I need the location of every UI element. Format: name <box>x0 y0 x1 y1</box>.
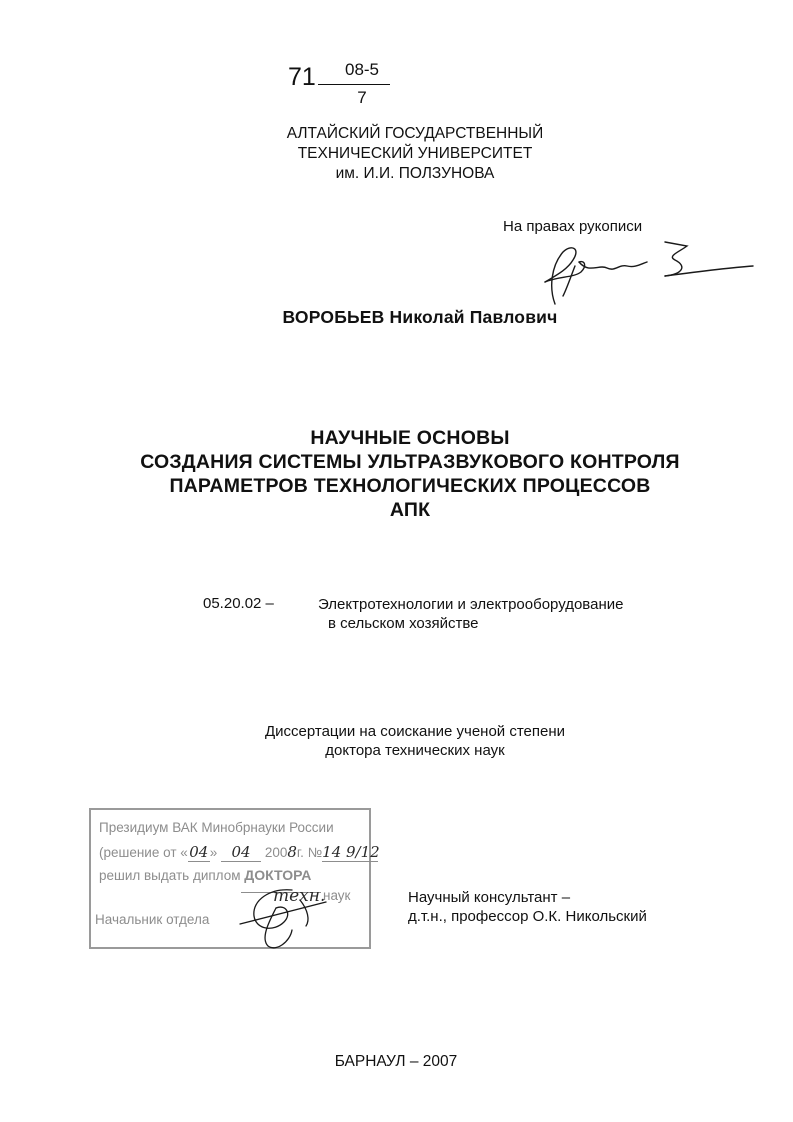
city-year: БАРНАУЛ – 2007 <box>334 1053 458 1070</box>
stamp-science-word: наук <box>323 888 351 903</box>
catalog-numerator: 08-5 <box>344 60 380 79</box>
degree-line-1: Диссертации на соискание ученой степени <box>264 723 566 740</box>
scientific-consultant <box>408 888 647 926</box>
stamp-number-prefix: г. № <box>296 845 323 860</box>
title-line-2: СОЗДАНИЯ СИСТЕМЫ УЛЬТРАЗВУКОВОГО КОНТРОЛЯ <box>140 451 680 473</box>
stamp-signature <box>230 880 330 960</box>
consultant-line-1: Научный консультант – <box>408 889 571 906</box>
stamp-decision-prefix: (решение от « <box>99 845 188 860</box>
stamp-year-digit: 8 <box>287 843 297 861</box>
degree-statement <box>200 722 630 760</box>
stamp-day: 04 <box>189 843 209 861</box>
university-name <box>200 124 630 184</box>
title-line-4: АПК <box>389 499 431 521</box>
specialty-name-line-1: Электротехнологии и электрооборудование <box>318 596 624 613</box>
stamp-issue-prefix: решил выдать диплом <box>99 868 241 883</box>
rights-note: На правах рукописи <box>503 218 643 235</box>
consultant-line-2: д.т.н., профессор О.К. Никольский <box>408 908 647 925</box>
stamp-science-handwritten: техн. <box>273 886 326 906</box>
stamp-head: Начальник отдела <box>95 912 210 927</box>
specialty-name-line-2: в сельском хозяйстве <box>328 615 479 632</box>
title-line-1: НАУЧНЫЕ ОСНОВЫ <box>310 427 510 449</box>
author-signature <box>515 232 755 312</box>
catalog-number: 71 <box>288 63 316 91</box>
stamp-year-prefix: 200 <box>264 845 288 860</box>
stamp-line-1: Президиум ВАК Минобрнауки России <box>99 820 334 835</box>
stamp-degree-word: ДОКТОРА <box>244 867 312 883</box>
stamp-day-close: » <box>209 845 218 860</box>
stamp-month: 04 <box>221 843 261 862</box>
university-line-3: им. И.И. ПОЛЗУНОВА <box>335 165 495 182</box>
specialty-code: 05.20.02 – <box>203 595 274 612</box>
university-line-1: АЛТАЙСКИЙ ГОСУДАРСТВЕННЫЙ <box>286 125 544 142</box>
university-line-2: ТЕХНИЧЕСКИЙ УНИВЕРСИТЕТ <box>297 145 533 162</box>
dissertation-title <box>60 426 760 522</box>
catalog-denominator: 7 <box>357 88 367 107</box>
stamp-decision-line <box>99 843 378 862</box>
degree-line-2: доктора технических наук <box>325 742 505 759</box>
specialty-name <box>318 595 623 633</box>
catalog-fraction-line <box>318 84 390 85</box>
title-line-3: ПАРАМЕТРОВ ТЕХНОЛОГИЧЕСКИХ ПРОЦЕССОВ <box>169 475 651 497</box>
stamp-number: 14 9/12 <box>322 843 380 861</box>
author-name: ВОРОБЬЕВ Николай Павлович <box>282 307 558 327</box>
